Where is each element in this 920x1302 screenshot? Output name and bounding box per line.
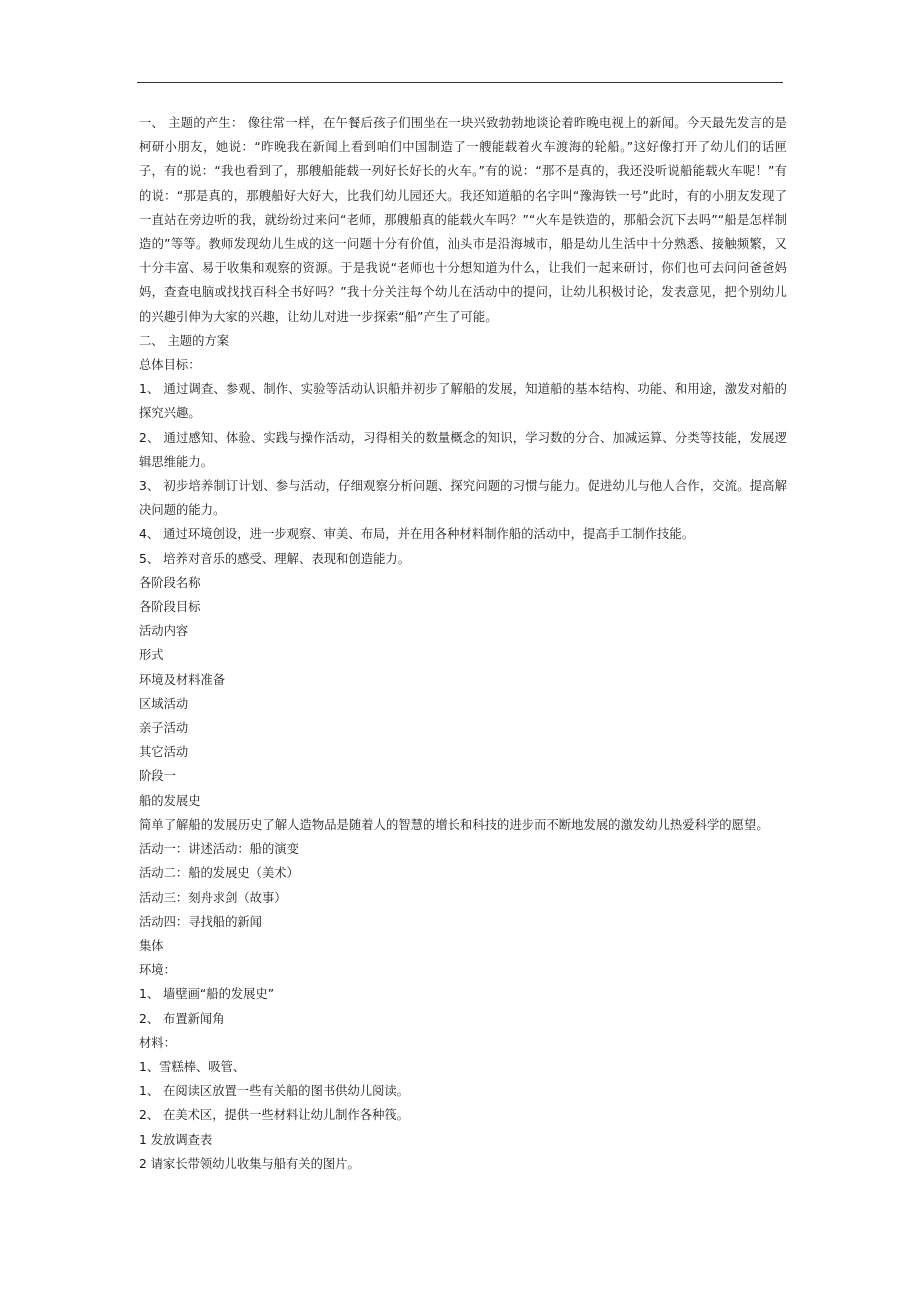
materials-heading: 材料： [139,1035,176,1050]
activity-form: 集体 [139,938,164,953]
activity-item: 活动一：讲述活动：船的演变 [139,842,299,857]
environment-item: 1、 墙壁画“船的发展史” [139,987,275,1002]
parent-activity-item: 2 请家长带领幼儿收集与船有关的图片。 [139,1156,360,1171]
table-header: 区域活动 [139,696,189,711]
activity-item: 活动二：船的发展史（美术） [139,866,299,881]
area-activity-item: 1、 在阅读区放置一些有关船的图书供幼儿阅读。 [139,1084,409,1099]
intro-paragraph: 一、 主题的产生： 像往常一样，在午餐后孩子们围坐在一块兴致勃勃地谈论着昨晚电视上的新闻。今天最先发言的是柯研小朋友，她说：“昨晚我在新闻上看到咱们中国制造了一艘能载着火车渡海的轮船。”这好像打开了幼儿们的话匣子，有的说：“我也看到了，那艘船能载一列好长好长的火车。”有的说：“那不是真的，我还没听说船能载火车呢！”有的说：“那是真的，那艘船好大好大，比我们幼儿园还大。我还知道船的名字叫“豫海铁一号”此时，有的小朋友发现了一直站在旁边听的我，就纷纷过来问“老师，那艘船真的能载火车吗？”“火车是铁造的，那船会沉下去吗”“船是怎样制造的”等等。教师发现幼儿生成的这一问题十分有价值，汕头市是沿海城市，船是幼儿生活中十分熟悉、接触频繁，又十分丰富、易于收集和观察的资源。于是我说“老师也十分想知道为什么，让我们一起来研讨，你们也可去问问爸爸妈妈，查查电脑或找找百科全书好吗？”我十分关注每个幼儿在活动中的提问，让幼儿积极讨论，发表意见，把个别幼儿的兴趣引伸为大家的兴趣，让幼儿对进一步探索“船”产生了可能。 [139,116,787,324]
materials-item: 1、雪糕棒、吸管、 [139,1059,246,1074]
area-activity-item: 2、 在美术区，提供一些材料让幼儿制作各种筏。 [139,1108,409,1123]
header-rule [137,82,783,83]
table-header: 各阶段名称 [139,575,201,590]
goal-item: 4、 通过环境创设，进一步观察、审美、布局，并在用各种材料制作船的活动中，提高手工制作技能。 [139,527,695,542]
stage-title: 船的发展史 [139,793,201,808]
goal-item: 2、 通过感知、体验、实践与操作活动，习得相关的数量概念的知识，学习数的分合、加减运算、分类等技能，发展逻辑思维能力。 [139,430,787,469]
goal-item: 1、 通过调查、参观、制作、实验等活动认识船并初步了解船的发展，知道船的基本结构、功能、和用途，激发对船的探究兴趣。 [139,382,787,421]
activity-item: 活动三：刻舟求剑（故事） [139,890,287,905]
parent-activity-item: 1 发放调查表 [139,1132,213,1147]
table-header: 亲子活动 [139,721,189,736]
stage-goal: 简单了解船的发展历史了解人造物品是随着人的智慧的增长和科技的进步而不断地发展的激发幼儿热爱科学的愿望。 [139,817,769,832]
environment-heading: 环境： [139,963,176,978]
document-body [139,111,787,1176]
goals-heading: 总体目标： [139,358,201,373]
table-header: 环境及材料准备 [139,672,226,687]
environment-item: 2、 布置新闻角 [139,1011,225,1026]
goal-item: 3、 初步培养制订计划、参与活动，仔细观察分析问题、探究问题的习惯与能力。促进幼儿与他人合作，交流。提高解决问题的能力。 [139,479,787,518]
goal-item: 5、 培养对音乐的感受、理解、表现和创造能力。 [139,551,411,566]
table-header: 形式 [139,648,164,663]
table-header: 各阶段目标 [139,600,201,615]
table-header: 其它活动 [139,745,189,760]
stage-name: 阶段一 [139,769,176,784]
table-header: 活动内容 [139,624,189,639]
activity-item: 活动四：寻找船的新闻 [139,914,262,929]
section-heading: 二、 主题的方案 [139,333,229,348]
